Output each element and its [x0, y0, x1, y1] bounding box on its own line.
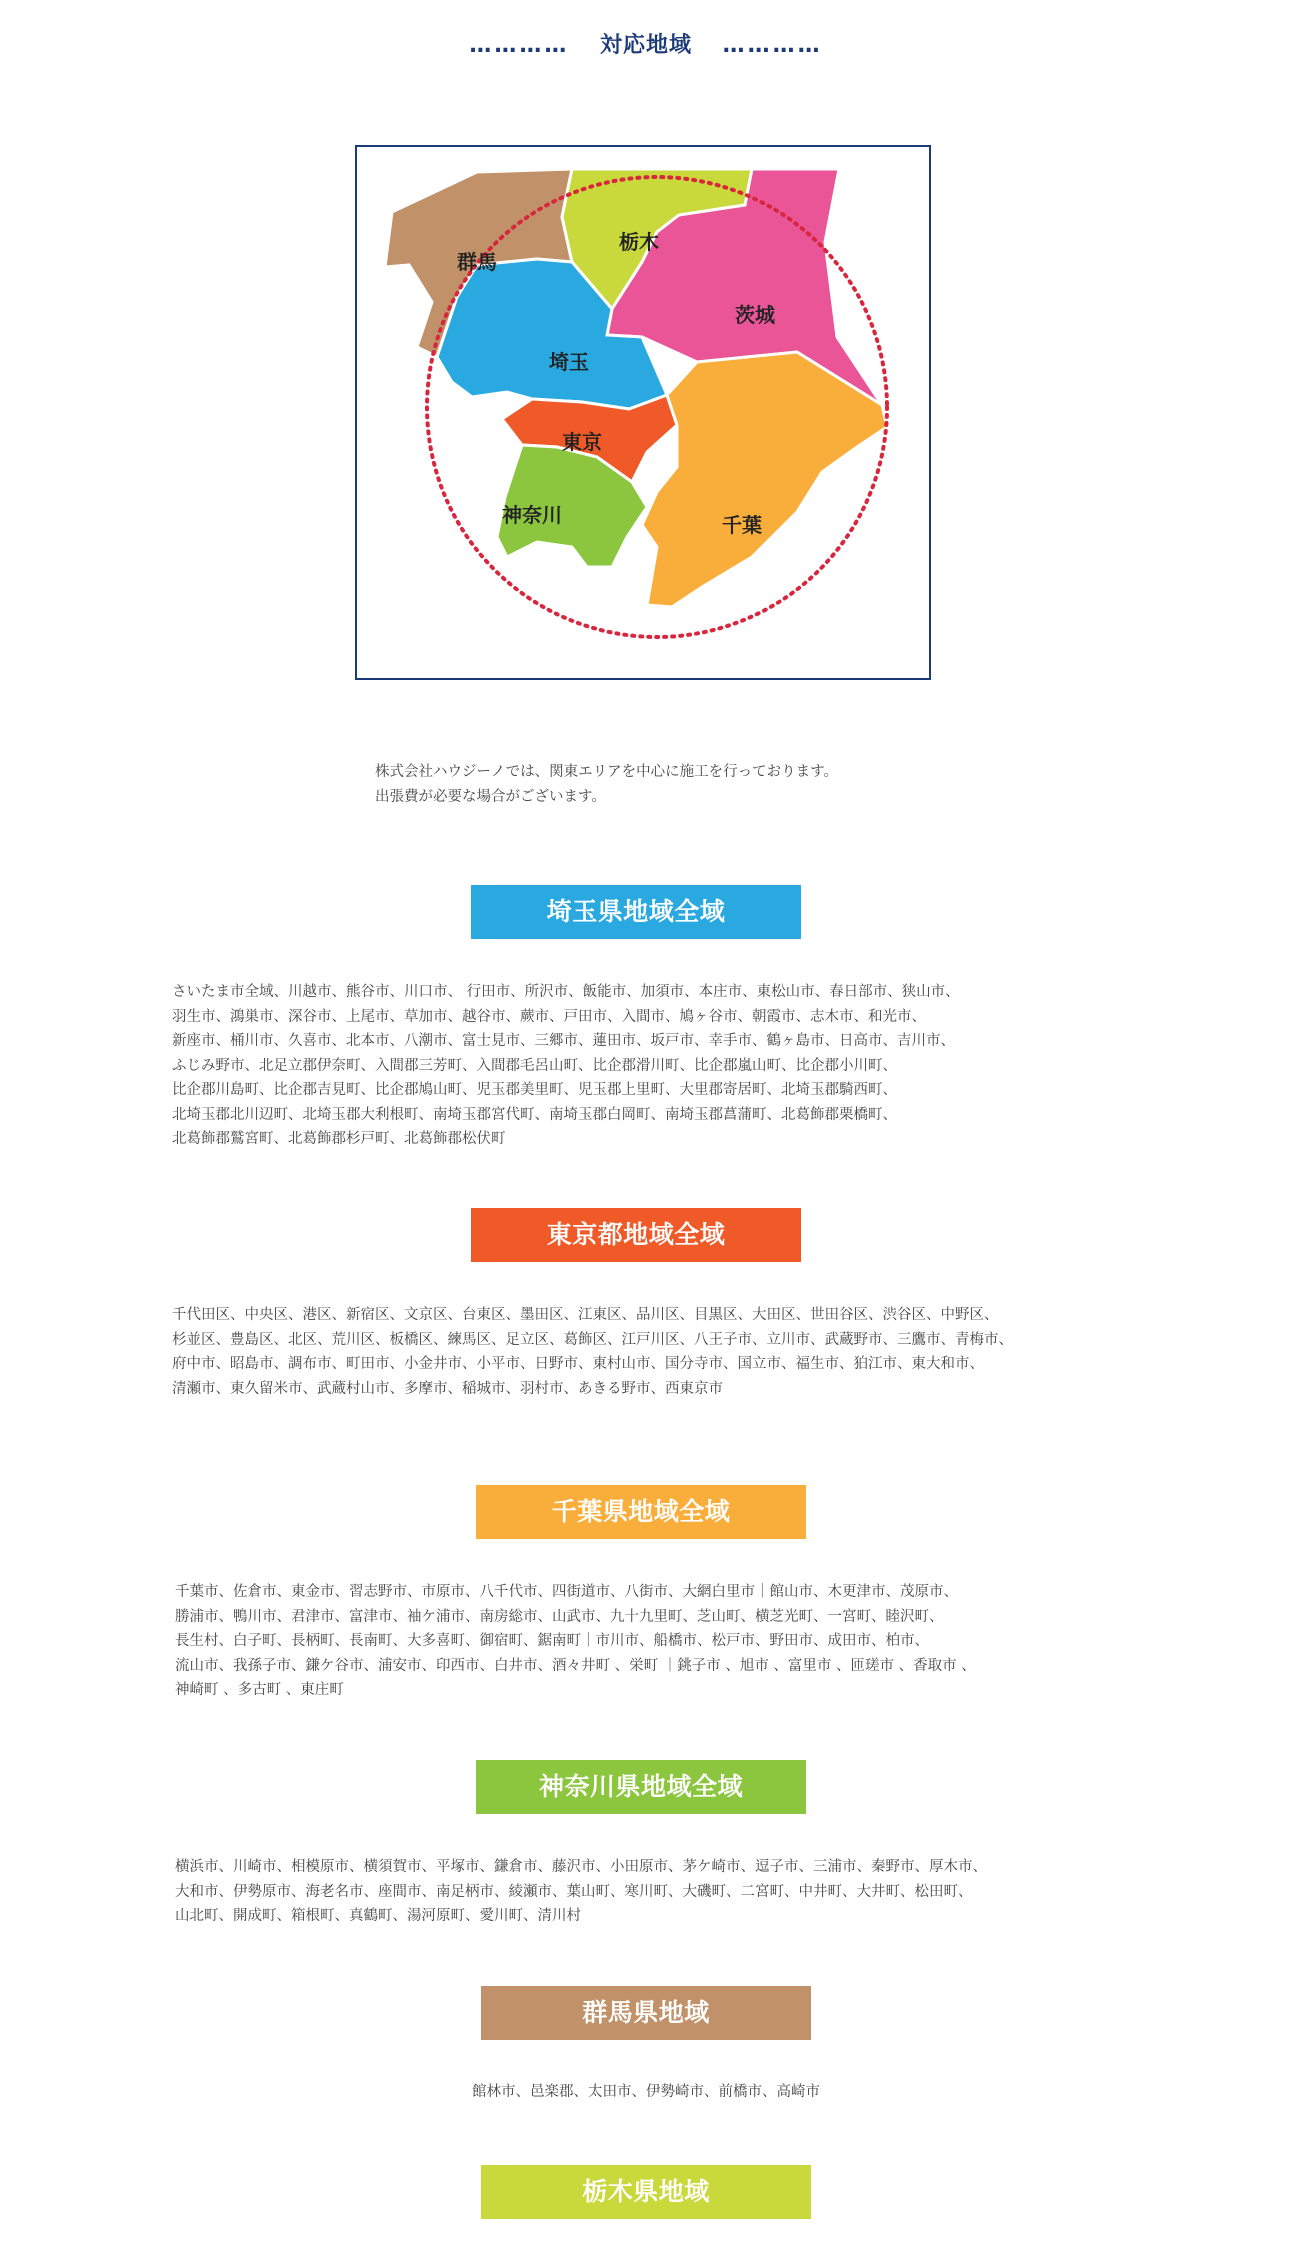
region-list-line: 比企郡川島町、比企郡吉見町、比企郡鳩山町、児玉郡美里町、児玉郡上里町、大里郡寄居町、北埼玉郡騎西町、: [172, 1082, 897, 1098]
region-list-line: 大和市、伊勢原市、海老名市、座間市、南足柄市、綾瀬市、葉山町、寒川町、大磯町、二宮町、中井町、大井町、松田町、: [175, 1883, 973, 1900]
region-list-line: さいたま市全域、川越市、熊谷市、川口市、 行田市、所沢市、飯能市、加須市、本庄市、東松山市、春日部市、狭山市、: [172, 984, 960, 1000]
region-list-line: 清瀬市、東久留米市、武蔵村山市、多摩市、稲城市、羽村市、あきる野市、西東京市: [172, 1380, 723, 1397]
kanto-map-svg: [357, 147, 929, 678]
region-list-line: 勝浦市、鴨川市、君津市、富津市、袖ケ浦市、南房総市、山武市、九十九里町、芝山町、横芝光町、一宮町、睦沢町、: [175, 1608, 944, 1625]
service-area-map: [355, 145, 931, 680]
map-label-gunma: 群馬: [457, 250, 497, 274]
region-list-line: 神崎町 、多古町 、東庄町: [175, 1682, 344, 1698]
region-list-line: 新座市、桶川市、久喜市、北本市、八潮市、富士見市、三郷市、蓮田市、坂戸市、幸手市、鶴ヶ島市、日高市、吉川市、: [172, 1033, 955, 1049]
region-list-line: 北埼玉郡北川辺町、北埼玉郡大利根町、南埼玉郡宮代町、南埼玉郡白岡町、南埼玉郡菖蒲町、北葛飾郡栗橋町、: [172, 1106, 897, 1123]
region-list-line: 杉並区、豊島区、北区、荒川区、板橋区、練馬区、足立区、葛飾区、江戸川区、八王子市、立川市、武蔵野市、三鷹市、青梅市、: [172, 1331, 1013, 1348]
heading-dots-left: …………: [469, 33, 570, 58]
region-list-kanagawa: [175, 1855, 987, 1929]
region-list-line: 流山市、我孫子市、鎌ケ谷市、浦安市、印西市、白井市、酒々井町 、栄町 ｜銚子市 、旭市 、富里市 、匝瑳市 、香取市 、: [175, 1657, 976, 1674]
map-label-tokyo: 東京: [562, 430, 602, 454]
region-heading-saitama: 埼玉県地域全域: [471, 885, 801, 939]
region-list-line: 横浜市、川崎市、相模原市、横須賀市、平塚市、鎌倉市、藤沢市、小田原市、茅ケ崎市、逗子市、三浦市、秦野市、厚木市、: [175, 1859, 987, 1875]
region-list-saitama: [172, 980, 960, 1152]
region-list-tokyo: [172, 1303, 1013, 1401]
region-list-line: 府中市、昭島市、調布市、町田市、小金井市、小平市、日野市、東村山市、国分寺市、国立市、福生市、狛江市、東大和市、: [172, 1356, 984, 1372]
heading-dots-right: …………: [722, 33, 823, 58]
region-list-line: 羽生市、鴻巣市、深谷市、上尾市、草加市、越谷市、蕨市、戸田市、入間市、鳩ヶ谷市、朝霞市、志木市、和光市、: [172, 1008, 926, 1025]
region-list-line: 千葉市、佐倉市、東金市、習志野市、市原市、八千代市、四街道市、八街市、大網白里市｜館山市、木更津市、茂原市、: [175, 1584, 958, 1600]
intro-text: [375, 760, 838, 810]
intro-line: 株式会社ハウジーノでは、関東エリアを中心に施工を行っております。: [375, 764, 838, 780]
region-heading-gunma: 群馬県地域: [481, 1986, 811, 2040]
page-title: 対応地域: [599, 33, 692, 58]
map-region-chiba: [642, 352, 887, 607]
map-label-tochigi: 栃木: [619, 230, 659, 254]
region-list-line: 長生村、白子町、長柄町、長南町、大多喜町、御宿町、鋸南町｜市川市、船橋市、松戸市、野田市、成田市、柏市、: [175, 1633, 929, 1649]
intro-line: 出張費が必要な場合がございます。: [375, 789, 606, 805]
region-list-line: 千代田区、中央区、港区、新宿区、文京区、台東区、墨田区、江東区、品川区、目黒区、大田区、世田谷区、渋谷区、中野区、: [172, 1307, 999, 1323]
region-list-line: ふじみ野市、北足立郡伊奈町、入間郡三芳町、入間郡毛呂山町、比企郡滑川町、比企郡嵐山町、比企郡小川町、: [172, 1057, 897, 1074]
region-list-line: 北葛飾郡鷲宮町、北葛飾郡杉戸町、北葛飾郡松伏町: [172, 1131, 506, 1147]
region-heading-kanagawa: 神奈川県地域全域: [476, 1760, 806, 1814]
region-list-gunma: [0, 2080, 1292, 2105]
region-list-line: 山北町、開成町、箱根町、真鶴町、湯河原町、愛川町、清川村: [175, 1908, 581, 1924]
region-heading-tokyo: 東京都地域全域: [471, 1208, 801, 1262]
region-heading-tochigi: 栃木県地域: [481, 2165, 811, 2219]
region-list-chiba: [175, 1580, 976, 1703]
region-list-line: 館林市、邑楽郡、太田市、伊勢崎市、前橋市、高崎市: [472, 2084, 820, 2100]
map-label-saitama: 埼玉: [549, 350, 589, 374]
map-label-ibaraki: 茨城: [735, 303, 775, 327]
region-heading-chiba: 千葉県地域全域: [476, 1485, 806, 1539]
map-label-kanagawa: 神奈川: [502, 503, 562, 527]
page-heading: [0, 28, 1292, 59]
map-label-chiba: 千葉: [722, 513, 762, 537]
